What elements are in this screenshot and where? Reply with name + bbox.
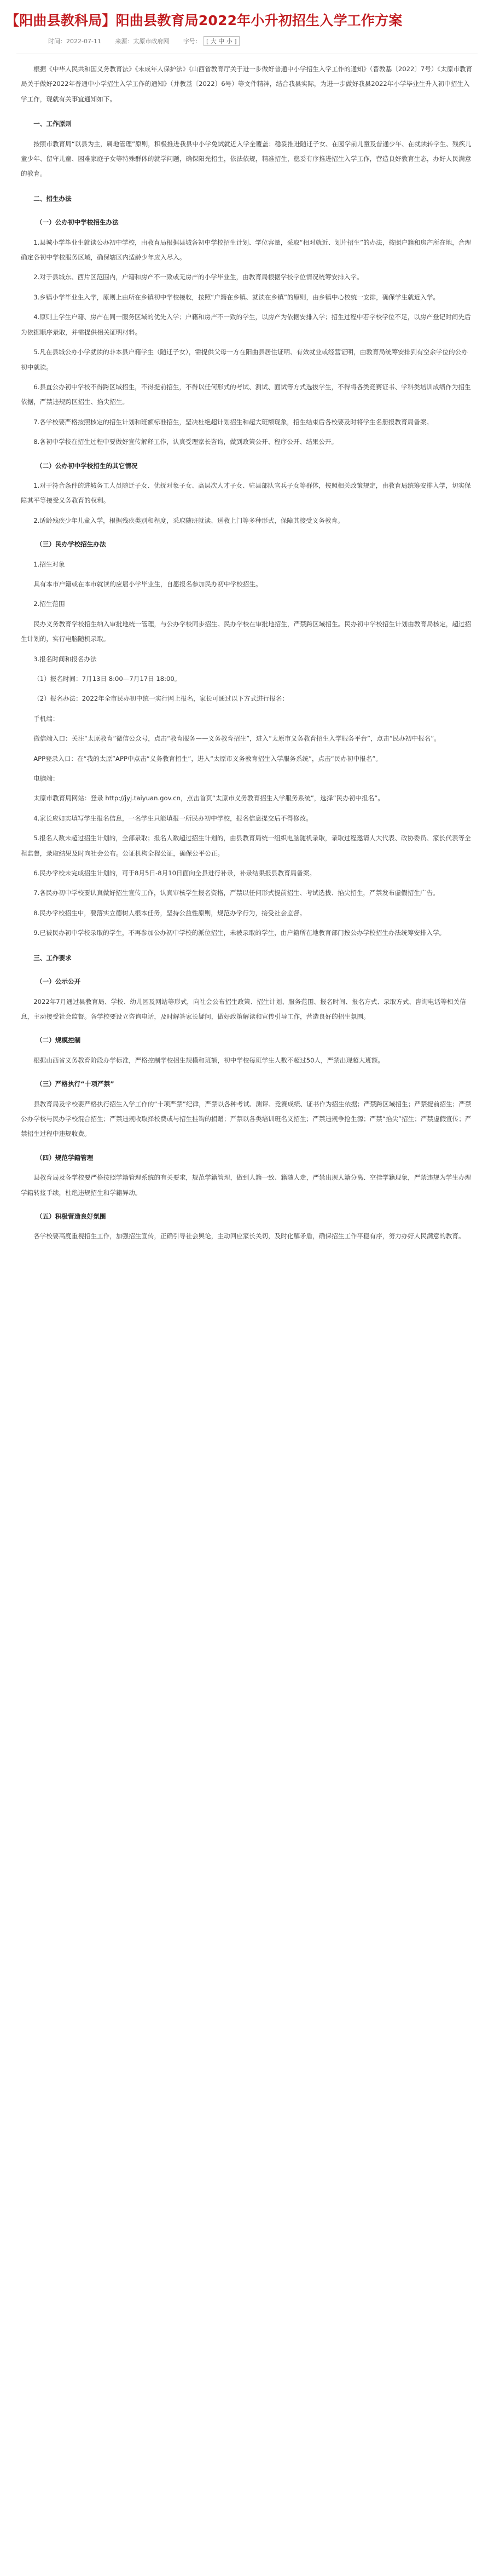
body-paragraph: 7.各学校要严格按照核定的招生计划和班额标准招生，坚决杜绝超计划招生和超大班额现象，招生结束后各校要及时将学生名册报教育局备案。 [33,418,433,426]
body-paragraph: APP登录入口：在“我的太原”APP中点击“义务教育招生”，进入“太原市义务教育招生入学服务系统”，点击“民办初中报名”。 [33,754,382,763]
font-size-label: 字号： [183,38,201,45]
body-paragraph: 4.原则上学生户籍、房产在同一服务区域的优先入学；户籍和房产不一致的学生，以房产为依据安排入学；招生过程中若学校学位不足，以房产登记时间先后为依据顺序录取，并需提供相关证明材料。 [21,313,471,336]
body-paragraph: 2.适龄残疾少年儿童入学，根据残疾类别和程度，采取随班就读、送教上门等多种形式，保障其接受义务教育。 [33,516,344,524]
body-paragraph: 按照市教育局“以县为主，属地管理”原则，积极推进我县中小学免试就近入学全覆盖；稳妥推进随迁子女、在园学前儿童及普通少年、在就读转学生、残疾儿童少年、留守儿童、困难家庭子女等特殊群体的就学问题，确保阳光招生，依法依规，精准招生，稳妥有序推进招生入学工作，营造良好教育生态，办好人民满意的教育。 [21,140,472,178]
body-paragraph: 县教育局及各学校要严格按照学籍管理系统的有关要求，规范学籍管理，做到人籍一致、籍随人走，严禁出现人籍分离、空挂学籍现象，严禁违规为学生办理学籍转接手续，杜绝违规招生和学籍异动。 [21,1174,472,1197]
body-paragraph: 县教育局及学校要严格执行招生入学工作的“十项严禁”纪律，严禁以各种考试、测评、竞赛成绩、证书作为招生依据；严禁跨区域招生；严禁提前招生；严禁公办学校与民办学校混合招生；严禁违规收取择校费或与招生挂钩的捐赠；严禁以各类培训班名义招生；严禁违规争抢生源；严禁“掐尖”招生；严禁虚假宣传；严禁招生过程中违规收费。 [21,1100,472,1138]
publish-time: 时间：2022-07-11 [48,38,101,45]
body-paragraph: 8.各初中学校在招生过程中要做好宣传解释工作，认真受理家长咨询，做到政策公开、程序公开、结果公开。 [33,438,338,446]
font-size-control [183,38,252,45]
font-size-options[interactable]: [ 大 中 小 ] [204,36,240,46]
subsection-heading: （二）规模控制 [36,1036,81,1044]
body-paragraph: 4.家长应如实填写学生报名信息，一名学生只能填报一所民办初中学校，报名信息提交后不得修改。 [33,814,312,822]
article-meta [48,36,494,46]
body-paragraph: 1.招生对象 [33,560,65,568]
subsection-heading: （三）严格执行“十项严禁” [36,1080,114,1088]
body-paragraph: 各学校要高度重视招生工作，加强招生宣传，正确引导社会舆论，主动回应家长关切，及时化解矛盾，确保招生工作平稳有序，努力办好人民满意的教育。 [33,1232,465,1240]
article-source: 来源：太原市政府网 [115,38,170,45]
body-paragraph: （2）报名办法：2022年全市民办初中统一实行网上报名，家长可通过以下方式进行报名： [33,695,289,703]
body-paragraph: 民办义务教育学校招生纳入审批地统一管理，与公办学校同步招生。民办学校在审批地招生，严禁跨区域招生。民办初中学校招生计划由教育局核定，超过招生计划的，实行电脑随机录取。 [21,620,472,643]
body-paragraph: 5.凡在县城公办小学就读的非本县户籍学生（随迁子女），需提供父母一方在阳曲县居住证明、有效就业或经营证明，由教育局统筹安排到有空余学位的公办初中就读。 [21,348,468,371]
subsection-heading: （四）规范学籍管理 [36,1153,94,1162]
section-heading: 一、工作原则 [33,120,72,128]
section-heading: 三、工作要求 [33,954,72,962]
body-paragraph: 8.民办学校招生中，要落实立德树人根本任务，坚持公益性原则，规范办学行为，接受社会监督。 [33,909,306,917]
body-paragraph: 1.县城小学毕业生就读公办初中学校，由教育局根据县城各初中学校招生计划、学位容量，采取“相对就近、划片招生”的办法，按照户籍和房产所在地，合理确定各初中学校服务区域，确保辖区内适龄少年应入尽入。 [21,238,472,262]
subsection-heading: （一）公示公开 [36,978,81,986]
body-paragraph: 7.各民办初中学校要认真做好招生宣传工作，认真审核学生报名资格，严禁以任何形式提前招生、考试选拔、掐尖招生，严禁发布虚假招生广告。 [33,889,439,897]
subsection-heading: （三）民办学校招生办法 [36,540,106,548]
body-paragraph: 2022年7月通过县教育局、学校、幼儿园及网站等形式，向社会公布招生政策、招生计划、服务范围、报名时间、报名方式、录取方式、咨询电话等相关信息，主动接受社会监督。各学校要设立咨询电话，及时解答家长疑问，做好政策解读和宣传引导工作，营造良好的招生氛围。 [21,997,466,1020]
body-paragraph: 2.招生范围 [33,600,65,608]
article-body [0,54,494,1244]
body-paragraph: 5.报名人数未超过招生计划的，全部录取；报名人数超过招生计划的，由县教育局统一组织电脑随机录取，录取过程邀请人大代表、政协委员、家长代表等全程监督，录取结果及时向社会公布。公证机构全程公证，确保公平公正。 [21,834,471,857]
body-paragraph: 1.对于符合条件的进城务工人员随迁子女、优抚对象子女、高层次人才子女、驻县部队官兵子女等群体，按照相关政策规定，由教育局统筹安排入学，切实保障其平等接受义务教育的权利。 [21,481,471,505]
section-heading: 二、招生办法 [33,194,72,203]
body-paragraph: 3.乡镇小学毕业生入学，原则上由所在乡镇初中学校接收，按照“户籍在乡镇、就读在乡镇”的原则，由乡镇中心校统一安排，确保学生就近入学。 [33,293,440,301]
body-paragraph: 微信端入口：关注“太原教育”微信公众号，点击“教育服务——义务教育招生”，进入“太原市义务教育招生入学服务平台”，点击“民办初中报名”。 [33,735,440,743]
body-paragraph: 手机端： [33,714,59,723]
article-title: 【阳曲县教科局】阳曲县教育局2022年小升初招生入学工作方案 [5,13,403,28]
body-paragraph: 电脑端： [33,775,59,783]
body-paragraph: （1）报名时间：7月13日 8:00—7月17日 18:00。 [33,675,181,683]
subsection-heading: （一）公办初中学校招生办法 [36,218,119,227]
body-paragraph: 6.民办学校未完成招生计划的，可于8月5日-8月10日面向全县进行补录，补录结果报县教育局备案。 [33,869,316,877]
body-paragraph: 6.县直公办初中学校不得跨区域招生，不得提前招生，不得以任何形式的考试、测试、面试等方式选拔学生，不得将各类竞赛证书、学科类培训成绩作为招生依据，严禁违规跨区招生、掐尖招生。 [21,383,471,406]
body-paragraph: 根据山西省义务教育阶段办学标准，严格控制学校招生规模和班额，初中学校每班学生人数不超过50人，严禁出现超大班额。 [33,1056,385,1064]
body-paragraph: 具有本市户籍或在本市就读的应届小学毕业生，自愿报名参加民办初中学校招生。 [33,580,262,588]
body-paragraph: 9.已被民办初中学校录取的学生，不再参加公办初中学校的派位招生，未被录取的学生，由户籍所在地教育部门按公办学校招生办法统筹安排入学。 [33,929,446,937]
subsection-heading: （五）积极营造良好氛围 [36,1212,106,1220]
body-paragraph: 2.对于县城东、西片区范围内，户籍和房产不一致或无房产的小学毕业生，由教育局根据学校学位情况统筹安排入学。 [33,273,363,281]
subsection-heading: （二）公办初中学校招生的其它情况 [36,461,138,470]
body-paragraph: 3.报名时间和报名办法 [33,655,97,663]
body-paragraph: 根据《中华人民共和国义务教育法》《未成年人保护法》《山西省教育厅关于进一步做好普通中小学招生入学工作的通知》（晋教基〔2022〕7号）《太原市教育局关于做好2022年普通中小学招生入学工作的通知》（并教基〔2022〕6号）等文件精神，结合我县实际，为进一步做好我县2022年小学毕业生升入初中招生入学工作，现就有关事宜通知如下。 [21,65,473,103]
body-paragraph: 太原市教育局网站：登录 http://jyj.taiyuan.gov.cn，点击首页“太原市义务教育招生入学服务系统”，选择“民办初中报名”。 [33,794,384,802]
